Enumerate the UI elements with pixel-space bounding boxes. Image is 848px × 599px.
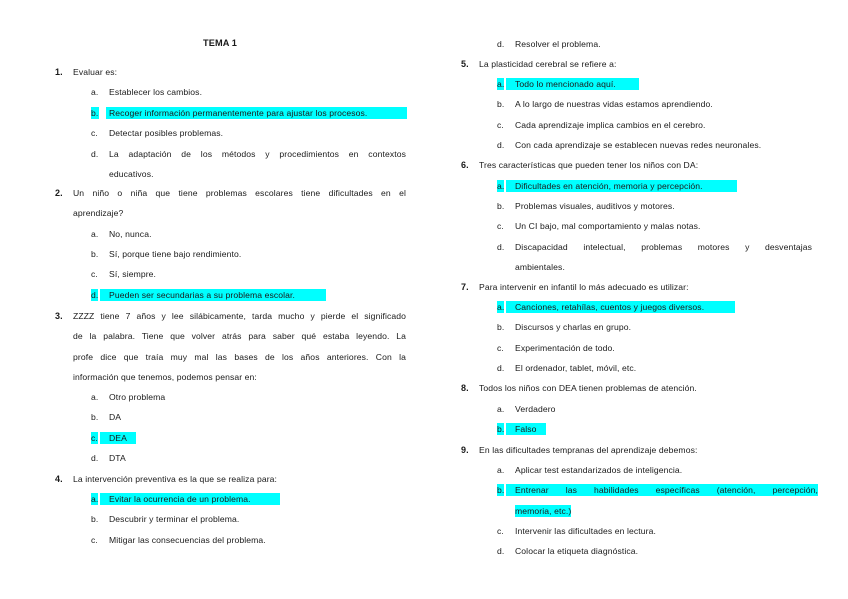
q4-number: 4.: [55, 474, 63, 484]
q9-number: 9.: [461, 445, 469, 455]
q5-d-letter: d.: [497, 140, 505, 150]
q1-number: 1.: [55, 67, 63, 77]
q2-b-letter: b.: [91, 249, 99, 259]
q7-number: 7.: [461, 282, 469, 292]
q1-a-letter: a.: [91, 87, 99, 97]
q5-b: A lo largo de nuestras vidas estamos aprendiendo.: [515, 99, 713, 109]
q4-c-letter: c.: [91, 535, 98, 545]
q7-b-letter: b.: [497, 322, 505, 332]
q3-d: DTA: [109, 453, 126, 463]
q2-number: 2.: [55, 188, 63, 198]
q9-d: Colocar la etiqueta diagnóstica.: [515, 546, 639, 556]
page-title: TEMA 1: [203, 38, 237, 48]
q3-number: 3.: [55, 311, 63, 321]
q7-c-letter: c.: [497, 343, 504, 353]
q3-text-line4: información que tenemos, podemos pensar en:: [73, 372, 257, 382]
q1-a: Establecer los cambios.: [109, 87, 203, 97]
q3-text-line2: de la palabra. Tiene que volver atrás para saber qué estaba leyendo. La: [73, 331, 406, 341]
q4-d-letter: d.: [497, 39, 505, 49]
q9-b-letter: b.: [497, 485, 505, 495]
q3-text-line1: ZZZZ tiene 7 años y lee silábicamente, tarda mucho y pierde el significado: [73, 311, 406, 321]
q6-a-correct: Dificultades en atención, memoria y percepción.: [506, 180, 737, 192]
q1-text: Evaluar es:: [73, 67, 118, 77]
q9-d-letter: d.: [497, 546, 505, 556]
q6-c: Un CI bajo, mal comportamiento y malas notas.: [515, 221, 701, 231]
q2-c: Sí, siempre.: [109, 269, 157, 279]
q5-c: Cada aprendizaje implica cambios en el cerebro.: [515, 120, 706, 130]
q9-c-letter: c.: [497, 526, 504, 536]
q3-a: Otro problema: [109, 392, 166, 402]
q2-text-line1: Un niño o niña que tiene problemas escolares tiene dificultades en el: [73, 188, 406, 198]
q8-b-letter: b.: [497, 424, 505, 434]
q2-d-letter: d.: [91, 290, 99, 300]
q5-number: 5.: [461, 59, 469, 69]
q9-a-letter: a.: [497, 465, 505, 475]
q3-d-letter: d.: [91, 453, 99, 463]
q4-a-correct: Evitar la ocurrencia de un problema.: [100, 493, 280, 505]
q7-c: Experimentación de todo.: [515, 343, 615, 353]
q1-b-letter: b.: [91, 108, 99, 118]
q8-b-correct: Falso: [506, 423, 546, 435]
q2-a: No, nunca.: [109, 229, 152, 239]
q1-d-letter: d.: [91, 149, 99, 159]
q7-text: Para intervenir en infantil lo más adecuado es utilizar:: [479, 282, 689, 292]
q9-c: Intervenir las dificultades en lectura.: [515, 526, 656, 536]
q4-b-letter: b.: [91, 514, 99, 524]
q5-a-letter: a.: [497, 79, 505, 89]
q6-d-line1: Discapacidad intelectual, problemas motores y desventajas: [515, 242, 812, 252]
q5-c-letter: c.: [497, 120, 504, 130]
q1-c-letter: c.: [91, 128, 98, 138]
q2-text-line2: aprendizaje?: [73, 208, 124, 218]
q2-a-letter: a.: [91, 229, 99, 239]
q5-text: La plasticidad cerebral se refiere a:: [479, 59, 617, 69]
q3-c-letter: c.: [91, 433, 98, 443]
q5-d: Con cada aprendizaje se establecen nuevas redes neuronales.: [515, 140, 762, 150]
q6-d-line2: ambientales.: [515, 262, 565, 272]
q9-a: Aplicar test estandarizados de inteligencia.: [515, 465, 683, 475]
q6-b: Problemas visuales, auditivos y motores.: [515, 201, 675, 211]
q3-c-correct: DEA: [100, 432, 136, 444]
q2-d-correct: Pueden ser secundarias a su problema escolar.: [100, 289, 326, 301]
q4-c: Mitigar las consecuencias del problema.: [109, 535, 266, 545]
q4-a-letter: a.: [91, 494, 99, 504]
q9-b-correct-line2: memoria, etc.): [515, 506, 572, 516]
q7-d: El ordenador, tablet, móvil, etc.: [515, 363, 637, 373]
q6-c-letter: c.: [497, 221, 504, 231]
q7-b: Discursos y charlas en grupo.: [515, 322, 632, 332]
q3-a-letter: a.: [91, 392, 99, 402]
q1-d-line2: educativos.: [109, 169, 154, 179]
q5-a-correct: Todo lo mencionado aquí.: [506, 78, 639, 90]
q9-text: En las dificultades tempranas del aprendizaje debemos:: [479, 445, 698, 455]
q8-text: Todos los niños con DEA tienen problemas de atención.: [479, 383, 697, 393]
q5-b-letter: b.: [497, 99, 505, 109]
q3-b-letter: b.: [91, 412, 99, 422]
q8-a-letter: a.: [497, 404, 505, 414]
q7-a-letter: a.: [497, 302, 505, 312]
q4-d: Resolver el problema.: [515, 39, 601, 49]
q4-text: La intervención preventiva es la que se realiza para:: [73, 474, 278, 484]
q6-a-letter: a.: [497, 181, 505, 191]
q8-a: Verdadero: [515, 404, 556, 414]
q3-b: DA: [109, 412, 122, 422]
q1-b-correct: Recoger información permanentemente para ajustar los procesos.: [106, 107, 407, 119]
q1-c: Detectar posibles problemas.: [109, 128, 224, 138]
q6-text: Tres características que pueden tener los niños con DA:: [479, 160, 699, 170]
q7-d-letter: d.: [497, 363, 505, 373]
q1-d-line1: La adaptación de los métodos y procedimientos en contextos: [109, 149, 406, 159]
q6-d-letter: d.: [497, 242, 505, 252]
q8-number: 8.: [461, 383, 469, 393]
q4-b: Descubrir y terminar el problema.: [109, 514, 240, 524]
q2-b: Sí, porque tiene bajo rendimiento.: [109, 249, 242, 259]
q9-b-correct-line1: Entrenar las habilidades específicas (atención, percepción,: [506, 484, 818, 496]
q3-text-line3: profe dice que traía muy mal las bases de los años anteriores. Con la: [73, 352, 406, 362]
q6-b-letter: b.: [497, 201, 505, 211]
q7-a-correct: Canciones, retahílas, cuentos y juegos diversos.: [506, 301, 735, 313]
q2-c-letter: c.: [91, 269, 98, 279]
q6-number: 6.: [461, 160, 469, 170]
